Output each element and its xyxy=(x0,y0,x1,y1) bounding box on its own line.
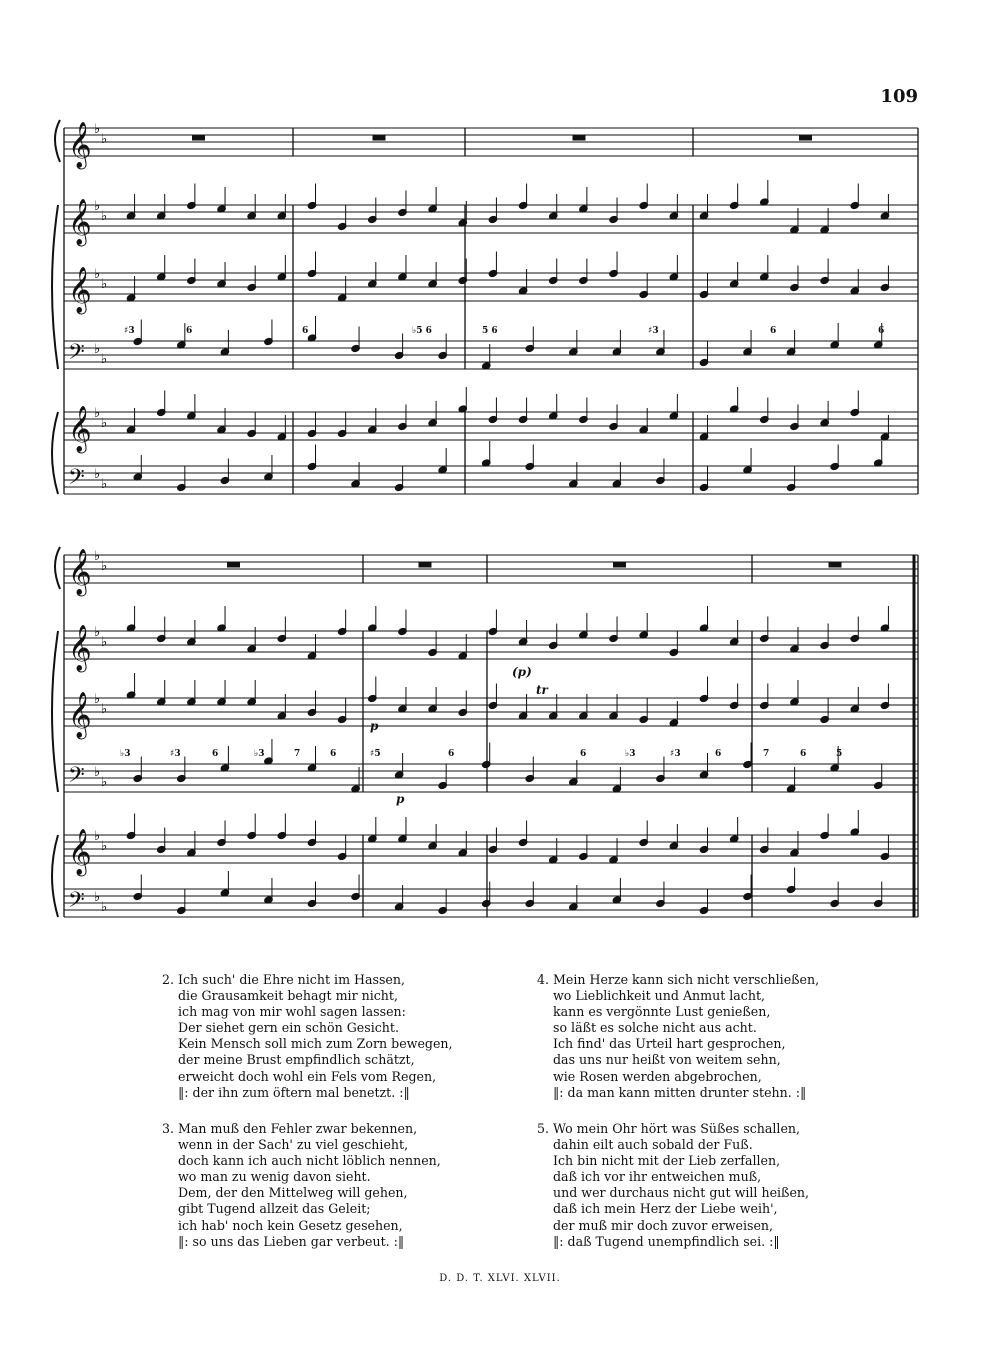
verse-line: Ich find' das Urteil hart gesprochen, xyxy=(553,1036,786,1052)
clefs xyxy=(68,122,107,918)
flat-icon: ♭ xyxy=(94,829,101,844)
verse-line: Man muß den Fehler zwar bekennen, xyxy=(178,1121,418,1136)
flat-icon: ♭ xyxy=(94,122,101,137)
verse-line: und wer durchaus nicht gut will heißen, xyxy=(553,1185,810,1201)
bass-clef-icon: 𝄢 xyxy=(68,888,85,918)
verse-line: die Grausamkeit behagt mir nicht, xyxy=(178,988,398,1004)
verse-line: Ich bin nicht mit der Lieb zerfallen, xyxy=(553,1153,781,1169)
flat-icon: ♭ xyxy=(94,342,101,357)
flat-icon: ♭ xyxy=(101,416,108,431)
page-number: 109 xyxy=(880,86,918,107)
figured-bass-label: 7 xyxy=(763,749,770,759)
bass-clef-icon: 𝄢 xyxy=(68,465,85,495)
figured-bass-label: ♭3 xyxy=(625,749,636,759)
flat-icon: ♭ xyxy=(101,839,108,854)
treble-clef-icon: 𝄞 xyxy=(68,829,92,875)
figured-bass-label: ♯3 xyxy=(670,749,681,759)
figured-bass-label: 6 xyxy=(212,749,219,759)
brace xyxy=(52,631,58,792)
brace xyxy=(52,412,58,494)
verse-3 xyxy=(162,1121,441,1250)
treble-clef-icon: 𝄞 xyxy=(68,122,92,168)
verse-line: wo Lieblichkeit und Anmut lacht, xyxy=(553,988,766,1004)
figured-bass-label: 6 xyxy=(580,749,587,759)
treble-clef-icon: 𝄞 xyxy=(68,199,92,245)
verse-5 xyxy=(537,1121,810,1250)
verse-line: kann es vergönnte Lust genießen, xyxy=(553,1004,771,1020)
brace xyxy=(52,205,58,369)
verse-line: Mein Herze kann sich nicht verschließen, xyxy=(553,972,820,987)
figured-bass-label: 6 xyxy=(186,326,193,336)
verse-line: der meine Brust empfindlich schätzt, xyxy=(178,1052,415,1068)
verse-2 xyxy=(162,972,453,1101)
flat-icon: ♭ xyxy=(101,352,108,367)
flat-icon: ♭ xyxy=(101,559,108,574)
figured-bass-label: 6 xyxy=(878,326,885,336)
verse-line: ich hab' noch kein Gesetz gesehen, xyxy=(178,1217,403,1233)
verse-line: ‖: da man kann mitten drunter stehn. :‖ xyxy=(553,1084,807,1100)
verse-number: 3. xyxy=(162,1121,175,1136)
flat-icon: ♭ xyxy=(94,467,101,482)
staff-lines xyxy=(64,128,918,917)
figured-bass-label: ♭3 xyxy=(254,749,265,759)
verse-line: Wo mein Ohr hört was Süßes schallen, xyxy=(553,1121,801,1136)
verse-line: Der siehet gern ein schön Gesicht. xyxy=(178,1020,399,1036)
verse-line: Dem, der den Mittelweg will gehen, xyxy=(178,1185,408,1201)
treble-clef-icon: 𝄞 xyxy=(68,267,92,313)
verse-line: das uns nur heißt von weitem sehn, xyxy=(553,1052,781,1068)
verse-line: wenn in der Sach' zu viel geschieht, xyxy=(178,1137,409,1153)
flat-icon: ♭ xyxy=(94,765,101,780)
figured-bass-label: 6 xyxy=(770,326,777,336)
figured-bass-label: ♯3 xyxy=(124,326,135,336)
verse-line: daß ich vor ihr entweichen muß, xyxy=(553,1169,762,1185)
verse-line: dahin eilt auch sobald der Fuß. xyxy=(553,1137,753,1153)
verse-line: Kein Mensch soll mich zum Zorn bewegen, xyxy=(178,1036,453,1052)
bracket xyxy=(55,120,60,162)
flat-icon: ♭ xyxy=(101,702,108,717)
figured-bass-label: ♯5 xyxy=(370,749,381,759)
flat-icon: ♭ xyxy=(101,209,108,224)
figured-bass-label: 6 xyxy=(800,749,807,759)
treble-clef-icon: 𝄞 xyxy=(68,406,92,452)
notes xyxy=(126,136,889,915)
figured-bass-label: ♯3 xyxy=(648,326,659,336)
treble-clef-icon: 𝄞 xyxy=(68,549,92,595)
bracket xyxy=(55,547,60,589)
whole-rest xyxy=(800,136,812,140)
whole-rest xyxy=(419,563,431,567)
verse-number: 5. xyxy=(537,1121,550,1136)
verse-line: ich mag von mir wohl sagen lassen: xyxy=(178,1004,406,1020)
whole-rest xyxy=(614,563,626,567)
figured-bass xyxy=(120,326,884,759)
flat-icon: ♭ xyxy=(94,692,101,707)
dynamic-marking: p xyxy=(370,719,379,733)
figured-bass-label: 5 6 xyxy=(482,326,498,336)
flat-icon: ♭ xyxy=(94,890,101,905)
flat-icon: ♭ xyxy=(94,625,101,640)
verse-line: ‖: so uns das Lieben gar verbeut. :‖ xyxy=(178,1233,405,1249)
verse-number: 2. xyxy=(162,972,175,987)
whole-rest xyxy=(829,563,841,567)
figured-bass-label: ♭3 xyxy=(120,749,131,759)
dynamic-marking: p xyxy=(396,792,405,806)
verse-line: gibt Tugend allzeit das Geleit; xyxy=(178,1201,371,1217)
whole-rest xyxy=(193,136,205,140)
treble-clef-icon: 𝄞 xyxy=(68,692,92,738)
whole-rest xyxy=(373,136,385,140)
flat-icon: ♭ xyxy=(94,549,101,564)
verse-line: erweicht doch wohl ein Fels vom Regen, xyxy=(178,1068,437,1084)
verse-line: ‖: daß Tugend unempfindlich sei. :‖ xyxy=(553,1233,780,1249)
flat-icon: ♭ xyxy=(101,900,108,915)
verse-line: wie Rosen werden abgebrochen, xyxy=(553,1068,762,1084)
flat-icon: ♭ xyxy=(101,132,108,147)
figured-bass-label: 6 xyxy=(715,749,722,759)
system-braces xyxy=(52,120,60,917)
verse-4 xyxy=(537,972,820,1101)
flat-icon: ♭ xyxy=(94,267,101,282)
barlines xyxy=(64,128,918,917)
verse-line: ‖: der ihn zum öftern mal benetzt. :‖ xyxy=(178,1084,410,1100)
dynamic-marking: tr xyxy=(536,683,548,697)
verse-line: daß ich mein Herz der Liebe weih', xyxy=(553,1201,778,1217)
verse-line: Ich such' die Ehre nicht im Hassen, xyxy=(178,972,405,987)
bass-clef-icon: 𝄢 xyxy=(68,340,85,370)
verse-line: so läßt es solche nicht aus acht. xyxy=(553,1020,757,1036)
figured-bass-label: 6 xyxy=(302,326,309,336)
verse-line: wo man zu wenig davon sieht. xyxy=(178,1169,371,1185)
figured-bass-label: ♯3 xyxy=(170,749,181,759)
whole-rest xyxy=(573,136,585,140)
figured-bass-label: 6 xyxy=(330,749,337,759)
footer-reference: D. D. T. XLVI. XLVII. xyxy=(439,1273,561,1284)
figured-bass-label: 6 xyxy=(448,749,455,759)
dynamic-marking: (p) xyxy=(512,665,532,679)
flat-icon: ♭ xyxy=(101,477,108,492)
bass-clef-icon: 𝄢 xyxy=(68,763,85,793)
flat-icon: ♭ xyxy=(101,277,108,292)
flat-icon: ♭ xyxy=(94,199,101,214)
flat-icon: ♭ xyxy=(101,635,108,650)
figured-bass-label: 5 xyxy=(836,749,843,759)
brace xyxy=(52,835,58,917)
figured-bass-label: 7 xyxy=(294,749,301,759)
treble-clef-icon: 𝄞 xyxy=(68,625,92,671)
verse-line: doch kann ich auch nicht löblich nennen, xyxy=(178,1153,441,1169)
flat-icon: ♭ xyxy=(94,406,101,421)
flat-icon: ♭ xyxy=(101,775,108,790)
whole-rest xyxy=(228,563,240,567)
verse-number: 4. xyxy=(537,972,550,987)
verse-line: der muß mir doch zuvor erweisen, xyxy=(553,1217,774,1233)
figured-bass-label: ♭5 6 xyxy=(412,326,432,336)
